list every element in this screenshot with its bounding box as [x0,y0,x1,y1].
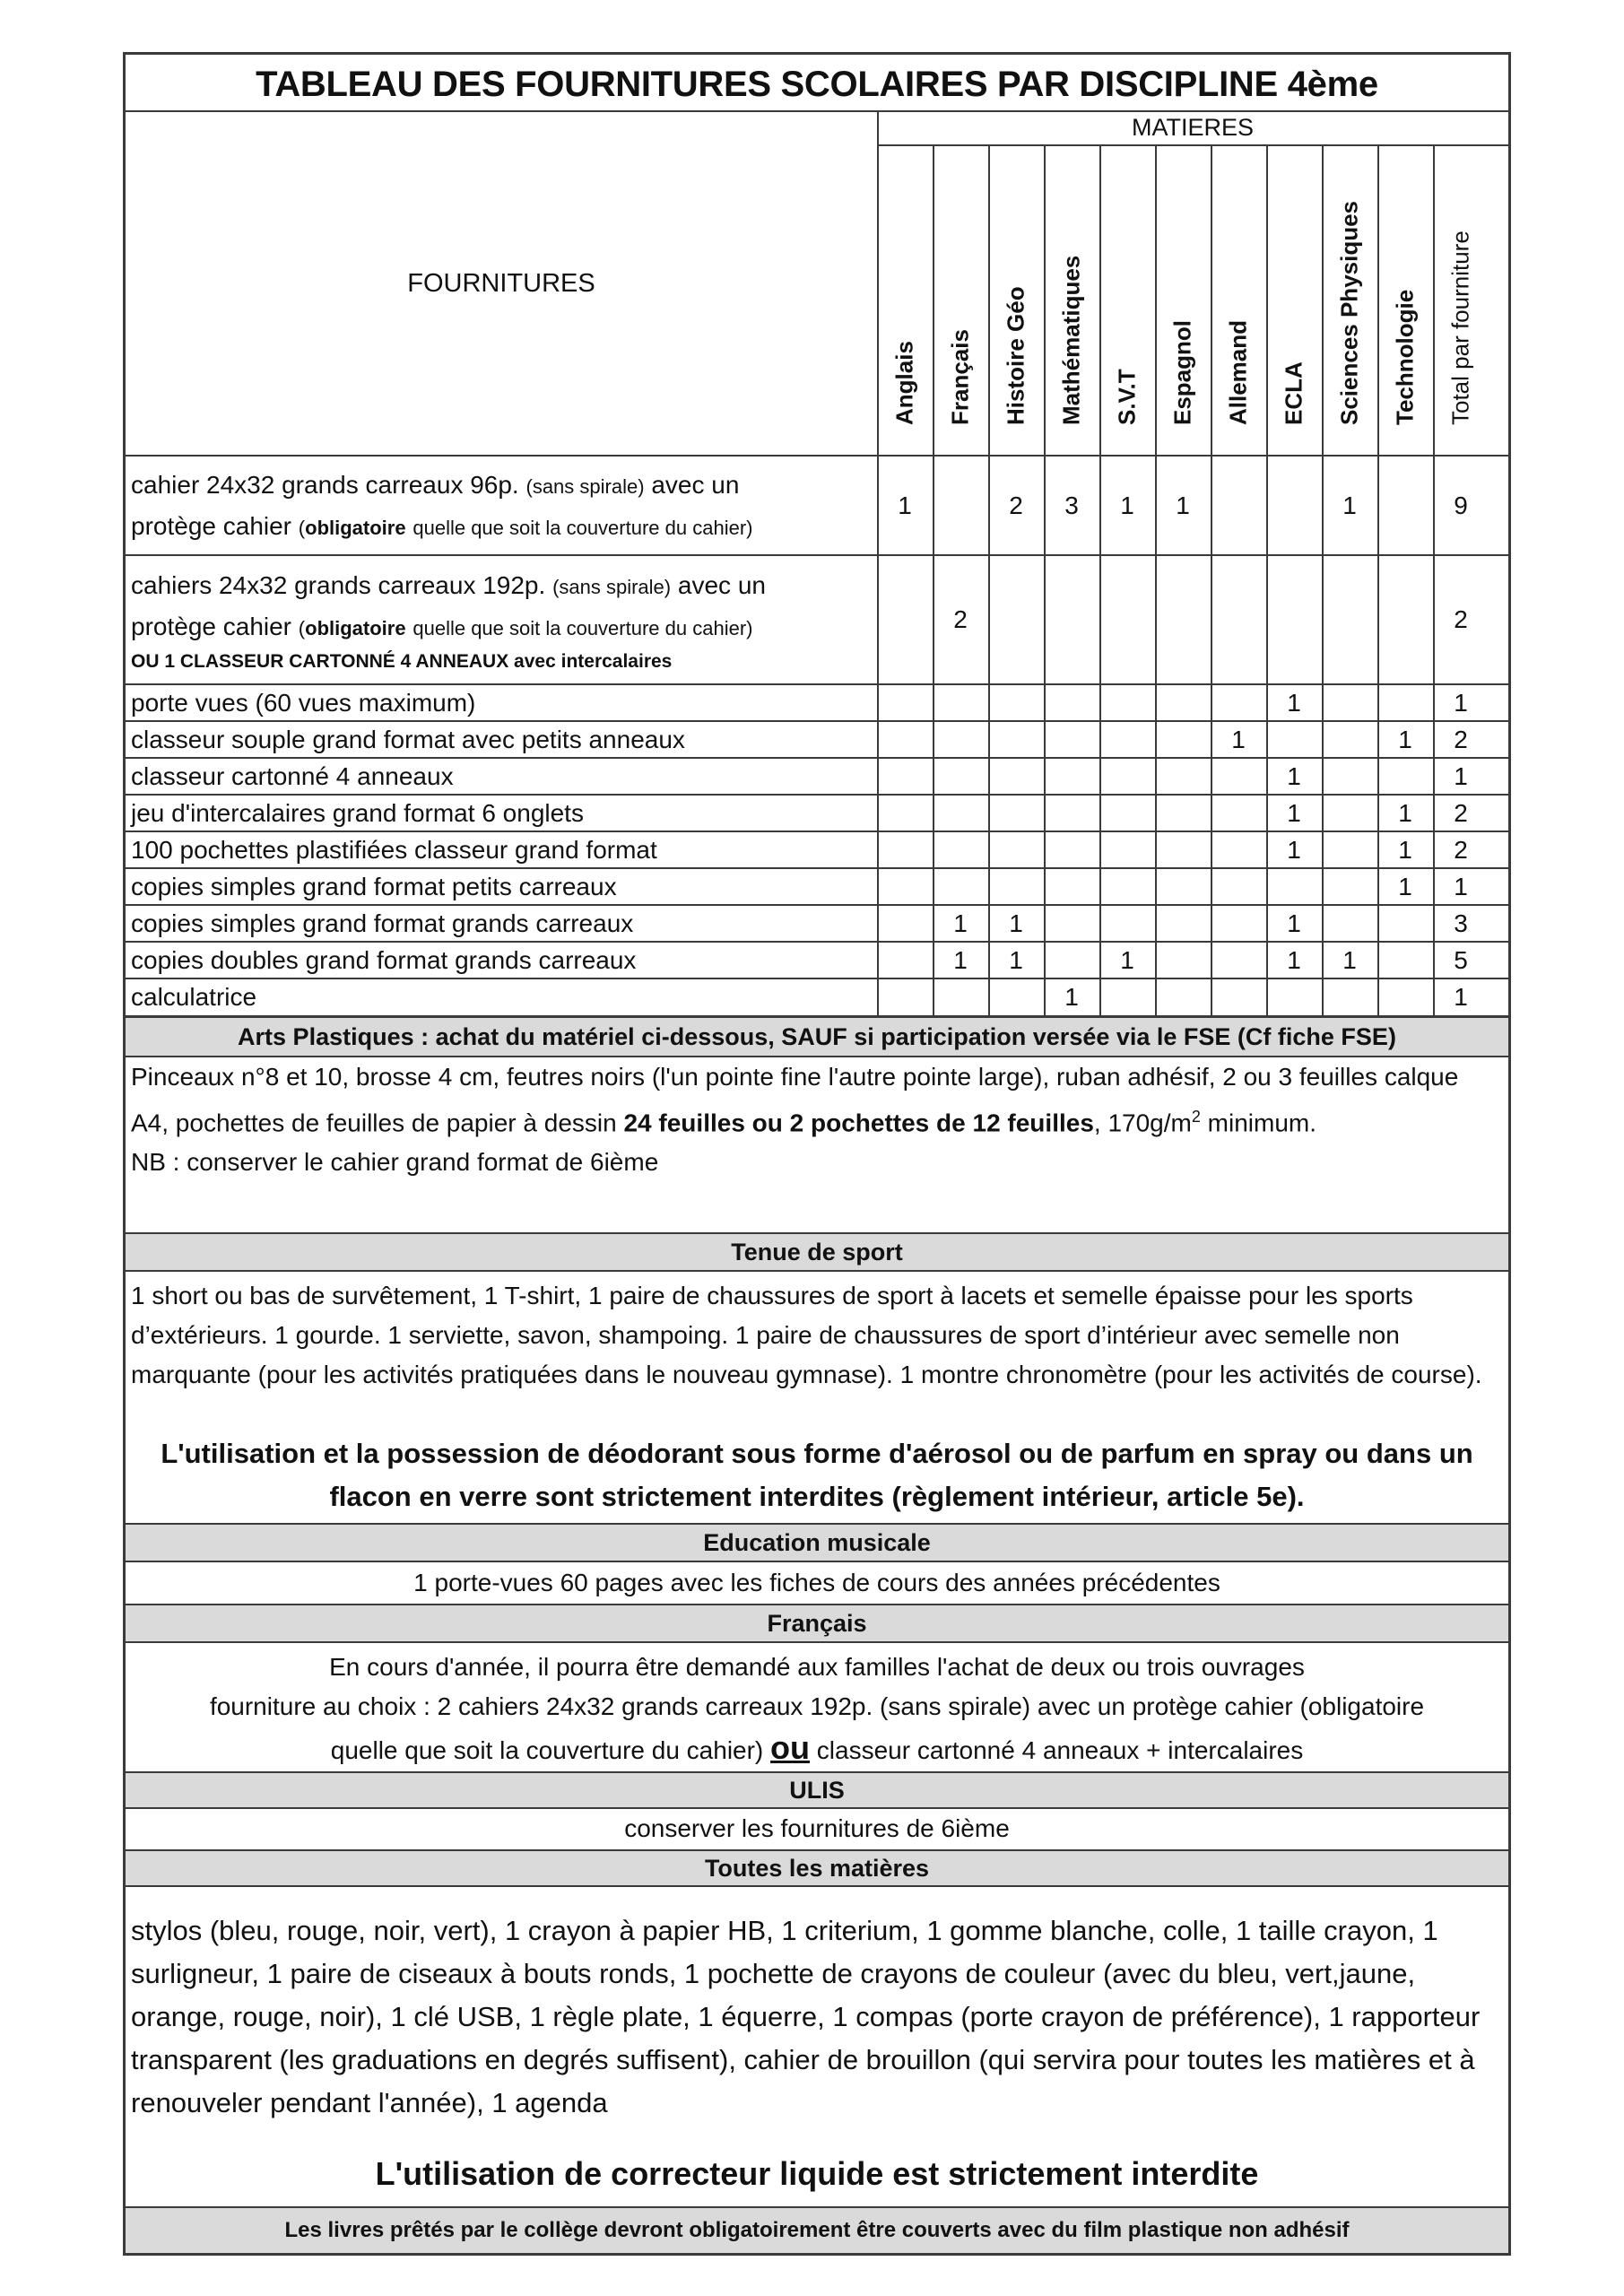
cell-technologie [1377,942,1433,978]
cell-technologie [1377,555,1433,684]
cell-histoire-geo [988,758,1044,795]
cell-svt [1099,684,1155,721]
subject-header-histoire-geo: Histoire Géo [1002,286,1029,425]
francais-heading: Français [767,1610,867,1637]
cell-ecla [1266,457,1322,555]
cell-histoire-geo [988,721,1044,758]
cell-allemand [1211,942,1266,978]
cell-sciences-physiques [1322,978,1377,1016]
cell-mathematiques: 1 [1064,983,1079,1011]
cell-ecla: 1 [1287,946,1301,974]
cell-total: 5 [1454,946,1468,974]
cell-histoire-geo [988,555,1044,684]
cell-allemand [1211,555,1266,684]
cell-espagnol [1155,942,1211,978]
page-title: TABLEAU DES FOURNITURES SCOLAIRES PAR DISCIPLINE 4ème [256,65,1378,104]
cell-sciences-physiques [1322,905,1377,942]
cell-anglais [877,555,933,684]
cell-sciences-physiques: 1 [1342,491,1357,519]
ulis-heading: ULIS [789,1777,845,1804]
cell-histoire-geo: 1 [1009,909,1023,937]
cell-technologie [1377,905,1433,942]
cell-technologie [1377,758,1433,795]
cell-mathematiques [1044,831,1099,868]
cell-svt [1099,795,1155,831]
cell-francais [933,795,988,831]
cell-allemand: 1 [1231,726,1246,753]
cell-ecla [1266,868,1322,905]
cell-technologie [1377,684,1433,721]
matieres-header: MATIERES [1131,114,1254,141]
row-label: copies simples grand format grands carreaux [131,909,634,937]
cell-total: 9 [1454,491,1468,519]
cell-mathematiques [1044,795,1099,831]
cell-total: 2 [1454,799,1468,827]
musique-heading: Education musicale [703,1529,931,1556]
cell-allemand [1211,795,1266,831]
cell-total: 1 [1454,983,1468,1011]
row-label: copies doubles grand format grands carreaux [131,946,637,974]
cell-histoire-geo [988,868,1044,905]
cell-technologie: 1 [1398,726,1412,753]
cell-sciences-physiques [1322,831,1377,868]
cell-total: 3 [1454,909,1468,937]
toutes-warning: L'utilisation de correcteur liquide est strictement interdite [375,2155,1259,2192]
cell-allemand [1211,684,1266,721]
row-label: classeur cartonné 4 anneaux [131,762,454,790]
cell-mathematiques [1044,684,1099,721]
subject-header-espagnol: Espagnol [1168,319,1196,425]
cell-total: 1 [1454,689,1468,717]
cell-espagnol: 1 [1176,491,1190,519]
cell-espagnol [1155,795,1211,831]
cell-total: 1 [1454,873,1468,900]
cell-anglais [877,795,933,831]
cell-anglais [877,721,933,758]
cell-histoire-geo [988,978,1044,1016]
subject-header-svt: S.V.T [1113,369,1141,425]
cell-svt [1099,868,1155,905]
arts-text: Pinceaux n°8 et 10, brosse 4 cm, feutres noirs (l'un pointe fine l'autre pointe large), ruban adhésif, 2 ou 3 feuilles calque A4, pochettes de feuilles de papier à dessin 24 feuilles ou 2 pochettes de 12 feuilles, $170g/m^2$ minimum. NB : conserver le cahier grand format de 6ième [131,1063,1459,1177]
cell-ecla: 1 [1287,799,1301,827]
row-label: jeu d'intercalaires grand format 6 onglets [131,799,584,827]
cell-anglais [877,942,933,978]
cell-espagnol [1155,978,1211,1016]
cell-svt [1099,978,1155,1016]
row-label: 100 pochettes plastifiées classeur grand format [131,836,657,864]
cell-allemand [1211,978,1266,1016]
cell-sciences-physiques [1322,555,1377,684]
cell-anglais [877,831,933,868]
cell-francais [933,868,988,905]
cell-histoire-geo: 1 [1009,946,1023,974]
sport-text: 1 short ou bas de survêtement, 1 T-shirt, 1 paire de chaussures de sport à lacets et semelle épaisse pour les sports d’extérieurs. 1 gourde. 1 serviette, savon, shampoing. 1 paire de chaussures de sport d’intérieur avec semelle non marquante (pour les activités pratiquées dans le nouveau gymnase). 1 montre chronomètre (pour les activités de course). [131,1282,1482,1388]
cell-espagnol [1155,831,1211,868]
cell-svt [1099,831,1155,868]
cell-total: 2 [1454,836,1468,864]
cell-anglais [877,684,933,721]
sport-heading: Tenue de sport [731,1239,903,1265]
row-label: cahiers 24x32 grands carreaux 192p. (sans spirale) avec un protège cahier (obligatoire quelle que soit la couverture du cahier) OU 1 CLASSEUR CARTONNÉ 4 ANNEAUX avec intercalaires [131,571,766,672]
cell-anglais: 1 [898,491,912,519]
cell-ecla: 1 [1287,689,1301,717]
cell-francais [933,758,988,795]
cell-mathematiques [1044,905,1099,942]
cell-ecla [1266,721,1322,758]
cell-espagnol [1155,721,1211,758]
supplies-sheet [123,52,1511,2256]
cell-ecla: 1 [1287,762,1301,790]
cell-allemand [1211,905,1266,942]
cell-anglais [877,905,933,942]
subject-header-technologie: Technologie [1391,289,1419,425]
cell-sciences-physiques [1322,795,1377,831]
cell-histoire-geo: 2 [1009,491,1023,519]
cell-technologie: 1 [1398,799,1412,827]
cell-anglais [877,868,933,905]
cell-espagnol [1155,758,1211,795]
cell-sciences-physiques: 1 [1342,946,1357,974]
cell-histoire-geo [988,795,1044,831]
cell-technologie: 1 [1398,873,1412,900]
francais-line1: En cours d'année, il pourra être demandé aux familles l'achat de deux ou trois ouvrages [329,1653,1305,1681]
cell-francais: 2 [953,605,968,633]
cell-histoire-geo [988,684,1044,721]
row-label: calculatrice [131,983,257,1011]
cell-ecla: 1 [1287,836,1301,864]
cell-histoire-geo [988,831,1044,868]
fournitures-header: FOURNITURES [407,269,595,298]
cell-sciences-physiques [1322,721,1377,758]
cell-anglais [877,758,933,795]
row-label: porte vues (60 vues maximum) [131,689,476,717]
cell-francais [933,831,988,868]
subject-header-ecla: ECLA [1280,361,1307,425]
cell-allemand [1211,758,1266,795]
cell-allemand [1211,457,1266,555]
cell-sciences-physiques [1322,758,1377,795]
cell-francais [933,721,988,758]
francais-line2: fourniture au choix : 2 cahiers 24x32 grands carreaux 192p. (sans spirale) avec un protège cahier (obligatoire [209,1692,1425,1720]
cell-technologie [1377,978,1433,1016]
row-label: classeur souple grand format avec petits anneaux [131,726,685,753]
cell-svt: 1 [1120,491,1134,519]
cell-mathematiques [1044,942,1099,978]
cell-espagnol [1155,905,1211,942]
subject-header-francais: Français [946,329,974,425]
row-label: cahier 24x32 grands carreaux 96p. (sans spirale) avec un protège cahier (obligatoire quelle que soit la couverture du cahier) [131,471,753,540]
cell-ecla: 1 [1287,909,1301,937]
cell-svt [1099,905,1155,942]
subject-header-mathematiques: Mathématiques [1057,255,1085,425]
cell-ecla [1266,555,1322,684]
cell-svt: 1 [1120,946,1134,974]
cell-mathematiques [1044,868,1099,905]
toutes-heading: Toutes les matières [704,1855,930,1882]
cell-sciences-physiques [1322,684,1377,721]
cell-sciences-physiques [1322,868,1377,905]
cell-mathematiques [1044,758,1099,795]
cell-technologie [1377,457,1433,555]
ulis-text: conserver les fournitures de 6ième [624,1814,1010,1842]
sport-warning: L'utilisation et la possession de déodorant sous forme d'aérosol ou de parfum en spray ou dans un flacon en verre sont strictement interdites (règlement intérieur, article 5e). [161,1438,1473,1512]
cell-technologie: 1 [1398,836,1412,864]
francais-line3: quelle que soit la couverture du cahier) ou classeur cartonné 4 anneaux + intercalaires [330,1729,1304,1766]
cell-total: 2 [1454,605,1468,633]
cell-espagnol [1155,684,1211,721]
cell-espagnol [1155,555,1211,684]
cell-mathematiques [1044,555,1099,684]
cell-francais: 1 [953,946,968,974]
subject-header-sciences-physiques: Sciences Physiques [1335,200,1363,425]
cell-svt [1099,555,1155,684]
subject-header-total: Total par fourniture [1446,230,1474,425]
cell-francais [933,684,988,721]
cell-francais: 1 [953,909,968,937]
row-label: copies simples grand format petits carreaux [131,873,617,900]
cell-svt [1099,758,1155,795]
cell-francais [933,457,988,555]
cell-anglais [877,978,933,1016]
arts-nb: NB : conserver le cahier grand format de 6ième [131,1148,659,1177]
arts-heading: Arts Plastiques : achat du matériel ci-dessous, SAUF si participation versée via le FSE (Cf fiche FSE) [238,1023,1396,1050]
cell-svt [1099,721,1155,758]
cell-allemand [1211,868,1266,905]
musique-text: 1 porte-vues 60 pages avec les fiches de cours des années précédentes [413,1569,1220,1596]
cell-allemand [1211,831,1266,868]
cell-mathematiques: 3 [1064,491,1079,519]
cell-espagnol [1155,868,1211,905]
cell-mathematiques [1044,721,1099,758]
cell-total: 1 [1454,762,1468,790]
subject-header-allemand: Allemand [1224,319,1252,425]
cell-total: 2 [1454,726,1468,753]
cell-francais [933,978,988,1016]
subject-header-anglais: Anglais [890,341,918,425]
toutes-text: stylos (bleu, rouge, noir, vert), 1 crayon à papier HB, 1 criterium, 1 gomme blanche, colle, 1 taille crayon, 1 surligneur, 1 paire de ciseaux à bouts ronds, 1 pochette de crayons de couleur (avec du bleu, vert,jaune, orange, rouge, noir), 1 clé USB, 1 règle plate, 1 équerre, 1 compas (porte crayon de préférence), 1 rapporteur transparent (les graduations en degrés suffisent), cahier de brouillon (qui servira pour toutes les matières et à renouveler pendant l'année), 1 agenda [131,1915,1481,2118]
cell-ecla [1266,978,1322,1016]
footer-note: Les livres prêtés par le collège devront obligatoirement être couverts avec du film plastique non adhésif [284,2218,1350,2242]
